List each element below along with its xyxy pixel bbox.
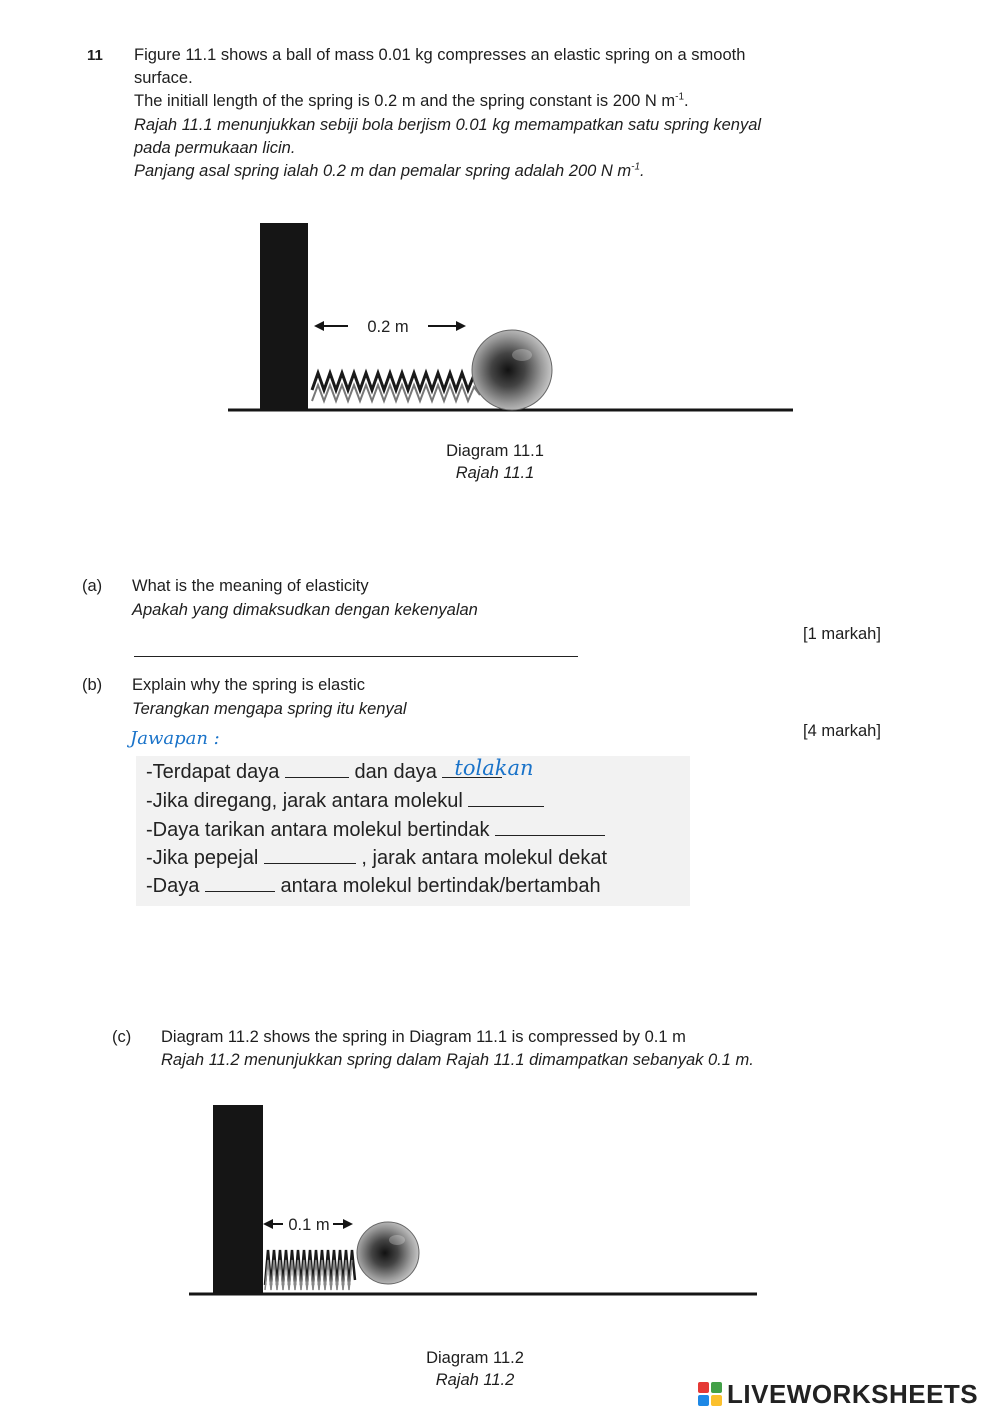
part-a-question-en: What is the meaning of elasticity (132, 577, 369, 595)
question-text-ms-3: Panjang asal spring ialah 0.2 m dan pemalar spring adalah 200 N $m^{-1}$. (134, 161, 645, 180)
liveworksheets-logo (697, 1380, 978, 1408)
part-a-label: (a) (82, 577, 103, 595)
fill-line-5: -Daya antara molekul bertindak/bertambah (146, 875, 601, 897)
length-label-0-1m: 0.1 m (288, 1216, 330, 1234)
question-text-en-1: Figure 11.1 shows a ball of mass 0.01 kg compresses an elastic spring on a smooth (134, 46, 746, 64)
question-text-ms-1: Rajah 11.1 menunjukkan sebiji bola berjism 0.01 kg memampatkan satu spring kenyal (134, 116, 762, 134)
question-text-ms-2: pada permukaan licin. (134, 139, 296, 157)
answer-label-handwritten: Jawapan : (130, 728, 220, 749)
question-text-en-2: surface. (134, 69, 193, 87)
blank-6[interactable] (205, 873, 275, 892)
liveworksheets-wordmark: LIVEWORKSHEETS (727, 1378, 979, 1409)
wall-block (260, 223, 308, 411)
question-text-en-3: The initiall length of the spring is 0.2 m and the spring constant is 200 N $m^{-1}$. (134, 91, 689, 110)
fill-line-2: -Jika diregang, jarak antara molekul (146, 787, 544, 816)
part-b-label: (b) (82, 676, 103, 694)
part-a-marks: [1 markah] (803, 625, 881, 643)
diagram-11-2-caption-ms: Rajah 11.2 (435, 1371, 515, 1389)
part-a-answer-line[interactable] (134, 656, 578, 657)
question-number: 11 (87, 47, 103, 64)
diagram-11-1-caption-ms: Rajah 11.1 (455, 464, 535, 482)
part-c-label: (c) (112, 1028, 132, 1046)
blank-1[interactable] (285, 759, 349, 778)
diagram-11-2-caption-en: Diagram 11.2 (426, 1349, 524, 1367)
fill-line-1: -Terdapat daya dan daya tolakan (146, 756, 534, 783)
compressed-spring-coil (265, 1250, 355, 1290)
diagram-11-1-caption-en: Diagram 11.1 (446, 442, 544, 460)
spring-coil (312, 373, 480, 401)
blank-3[interactable] (468, 788, 544, 807)
fill-in-box (136, 756, 690, 906)
answer-tolakan: tolakan (454, 756, 534, 780)
ball (357, 1222, 419, 1284)
part-b-question-en: Explain why the spring is elastic (132, 676, 365, 694)
part-b-question-ms: Terangkan mengapa spring itu kenyal (132, 700, 407, 718)
diagram-11-1 (220, 215, 810, 425)
part-a-question-ms: Apakah yang dimaksudkan dengan kekenyalan (132, 601, 478, 619)
ball (472, 330, 552, 410)
blank-5[interactable] (264, 845, 356, 864)
diagram-11-2 (185, 1100, 765, 1305)
wall-block (213, 1105, 263, 1295)
part-c-question-en: Diagram 11.2 shows the spring in Diagram 11.1 is compressed by 0.1 m (161, 1028, 686, 1046)
blank-4[interactable] (495, 817, 605, 836)
part-b-marks: [4 markah] (803, 722, 881, 740)
liveworksheets-logo-icon (697, 1381, 723, 1407)
length-label-0-2m: 0.2 m (367, 318, 409, 336)
part-c-question-ms: Rajah 11.2 menunjukkan spring dalam Rajah 11.1 dimampatkan sebanyak 0.1 m. (161, 1051, 754, 1069)
fill-line-3: -Daya tarikan antara molekul bertindak (146, 816, 605, 845)
fill-line-4: -Jika pepejal , jarak antara molekul dekat (146, 847, 608, 869)
